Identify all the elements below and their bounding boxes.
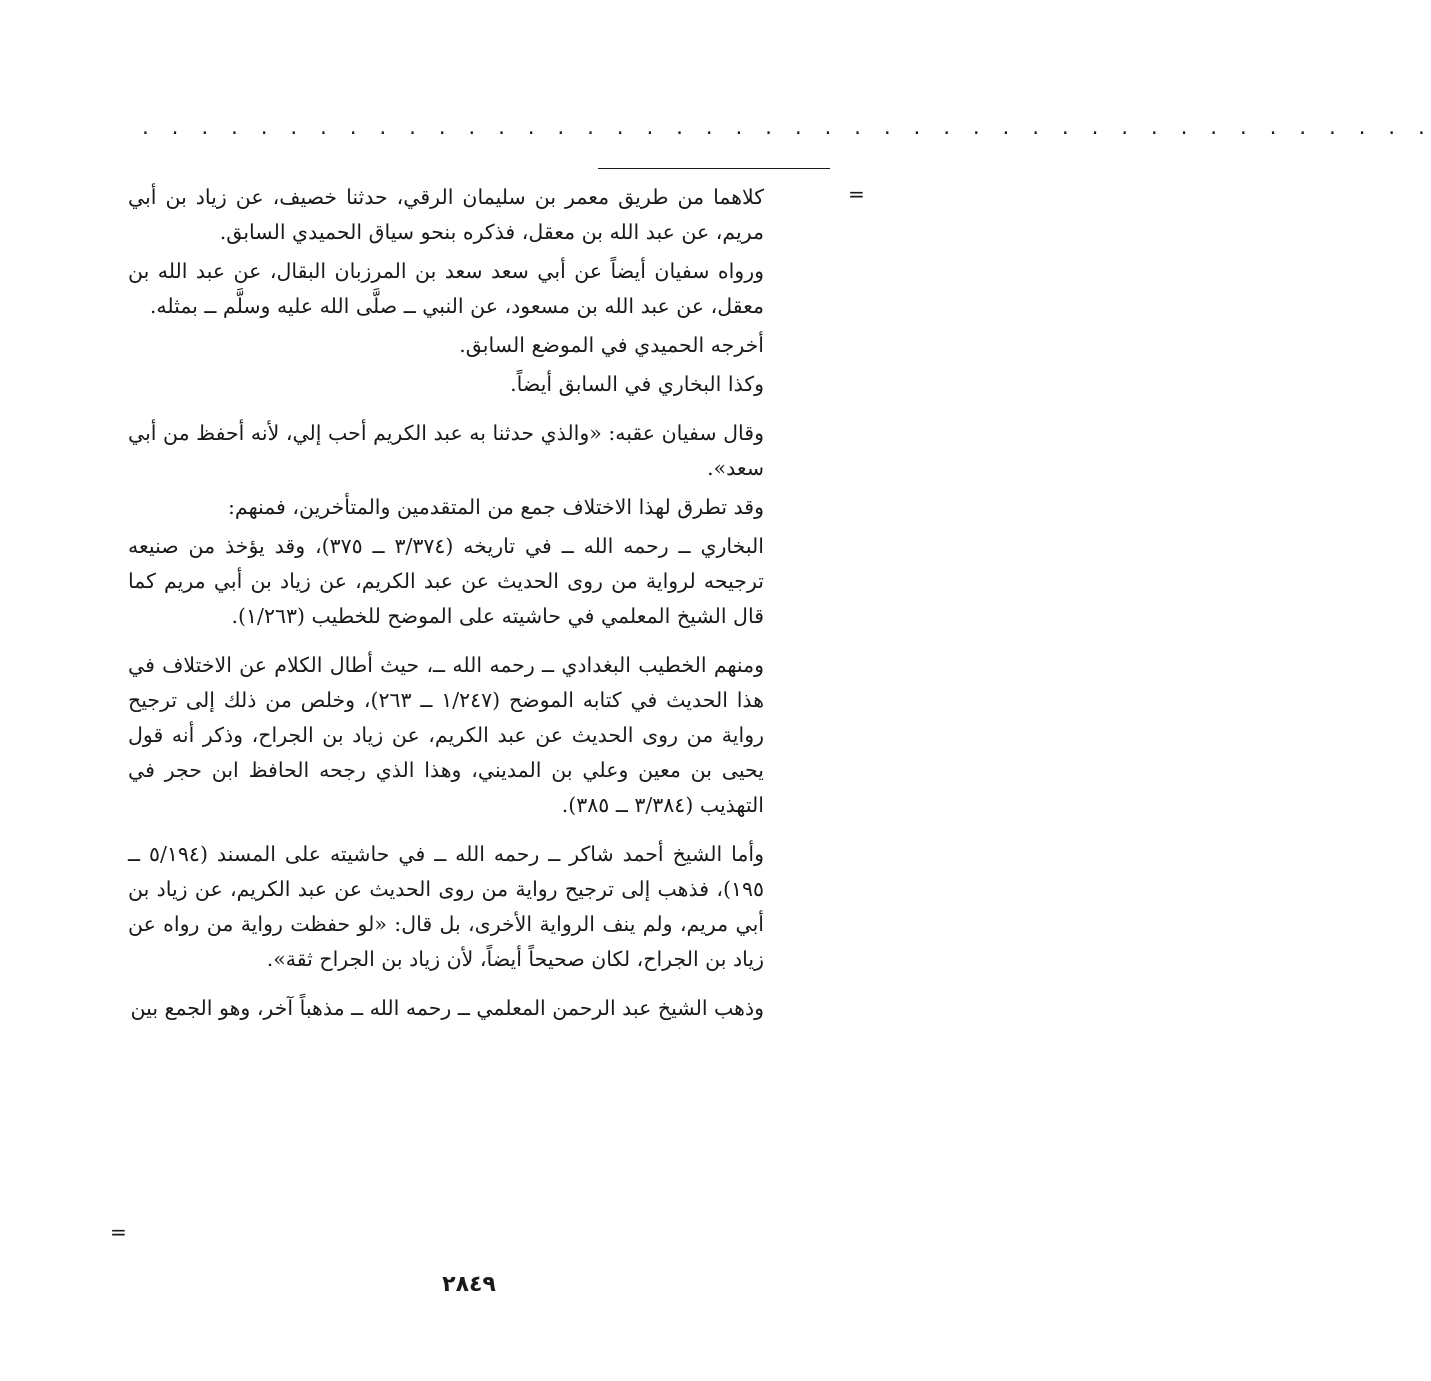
paragraph-4: وكذا البخاري في السابق أيضاً. <box>510 372 764 396</box>
footnote-text <box>128 180 764 1040</box>
paragraph-10: وذهب الشيخ عبد الرحمن المعلمي ــ رحمه الله ــ مذهباً آخر، وهو الجمع بين <box>130 996 764 1020</box>
paragraph-6: وقد تطرق لهذا الاختلاف جمع من المتقدمين والمتأخرين، فمنهم: <box>228 495 764 519</box>
paragraph-3: أخرجه الحميدي في الموضع السابق. <box>459 333 764 357</box>
paragraph-1: كلاهما من طريق معمر بن سليمان الرقي، حدثنا خصيف، عن زياد بن أبي مريم، عن عبد الله بن معقل، فذكره بنحو سياق الحميدي السابق. <box>128 185 764 244</box>
paragraph-5: وقال سفيان عقبه: «والذي حدثنا به عبد الكريم أحب إلي، لأنه أحفظ من أبي سعد». <box>128 421 764 480</box>
page-number: ٢٨٤٩ <box>442 1272 496 1297</box>
paragraph-9: وأما الشيخ أحمد شاكر ــ رحمه الله ــ في حاشيته على المسند (٥/١٩٤ ــ ١٩٥)، فذهب إلى ترجيح رواية من روى الحديث عن عبد الكريم، عن زياد بن أبي مريم، ولم ينف الرواية الأخرى، بل قال: «لو حفظت رواية من رواه عن زياد بن الجراح، لكان صحيحاً أيضاً، لأن زياد بن الجراح ثقة». <box>128 842 765 971</box>
ellipsis-separator: . . . . . . . . . . . . . . . . . . . . . . . . . . . . . . . . . . . . . . . . . . . . <box>140 118 1431 139</box>
paragraph-8: ومنهم الخطيب البغدادي ــ رحمه الله ــ، حيث أطال الكلام عن الاختلاف في هذا الحديث في كتابه الموضح (١/٢٤٧ ــ ٢٦٣)، وخلص من ذلك إلى ترجيح رواية من روى الحديث عن عبد الكريم، عن زياد بن الجراح، وذكر أنه قول يحيى بن معين وعلي بن المديني، وهذا الذي رجحه الحافظ ابن حجر في التهذيب (٣/٣٨٤ ــ ٣٨٥). <box>128 653 765 817</box>
continuation-mark-bottom: = <box>110 1220 127 1244</box>
continuation-mark-top: = <box>848 182 865 206</box>
paragraph-7: البخاري ــ رحمه الله ــ في تاريخه (٣/٣٧٤ ــ ٣٧٥)، وقد يؤخذ من صنيعه ترجيحه لرواية من روى الحديث عن عبد الكريم، عن زياد بن أبي مريم كما قال الشيخ المعلمي في حاشيته على الموضح للخطيب (١/٢٦٣). <box>128 534 764 628</box>
footnote-rule <box>598 168 830 169</box>
paragraph-2: ورواه سفيان أيضاً عن أبي سعد سعد بن المرزبان البقال، عن عبد الله بن معقل، عن عبد الله بن مسعود، عن النبي ــ صلَّى الله عليه وسلَّم ــ بمثله. <box>128 259 764 318</box>
